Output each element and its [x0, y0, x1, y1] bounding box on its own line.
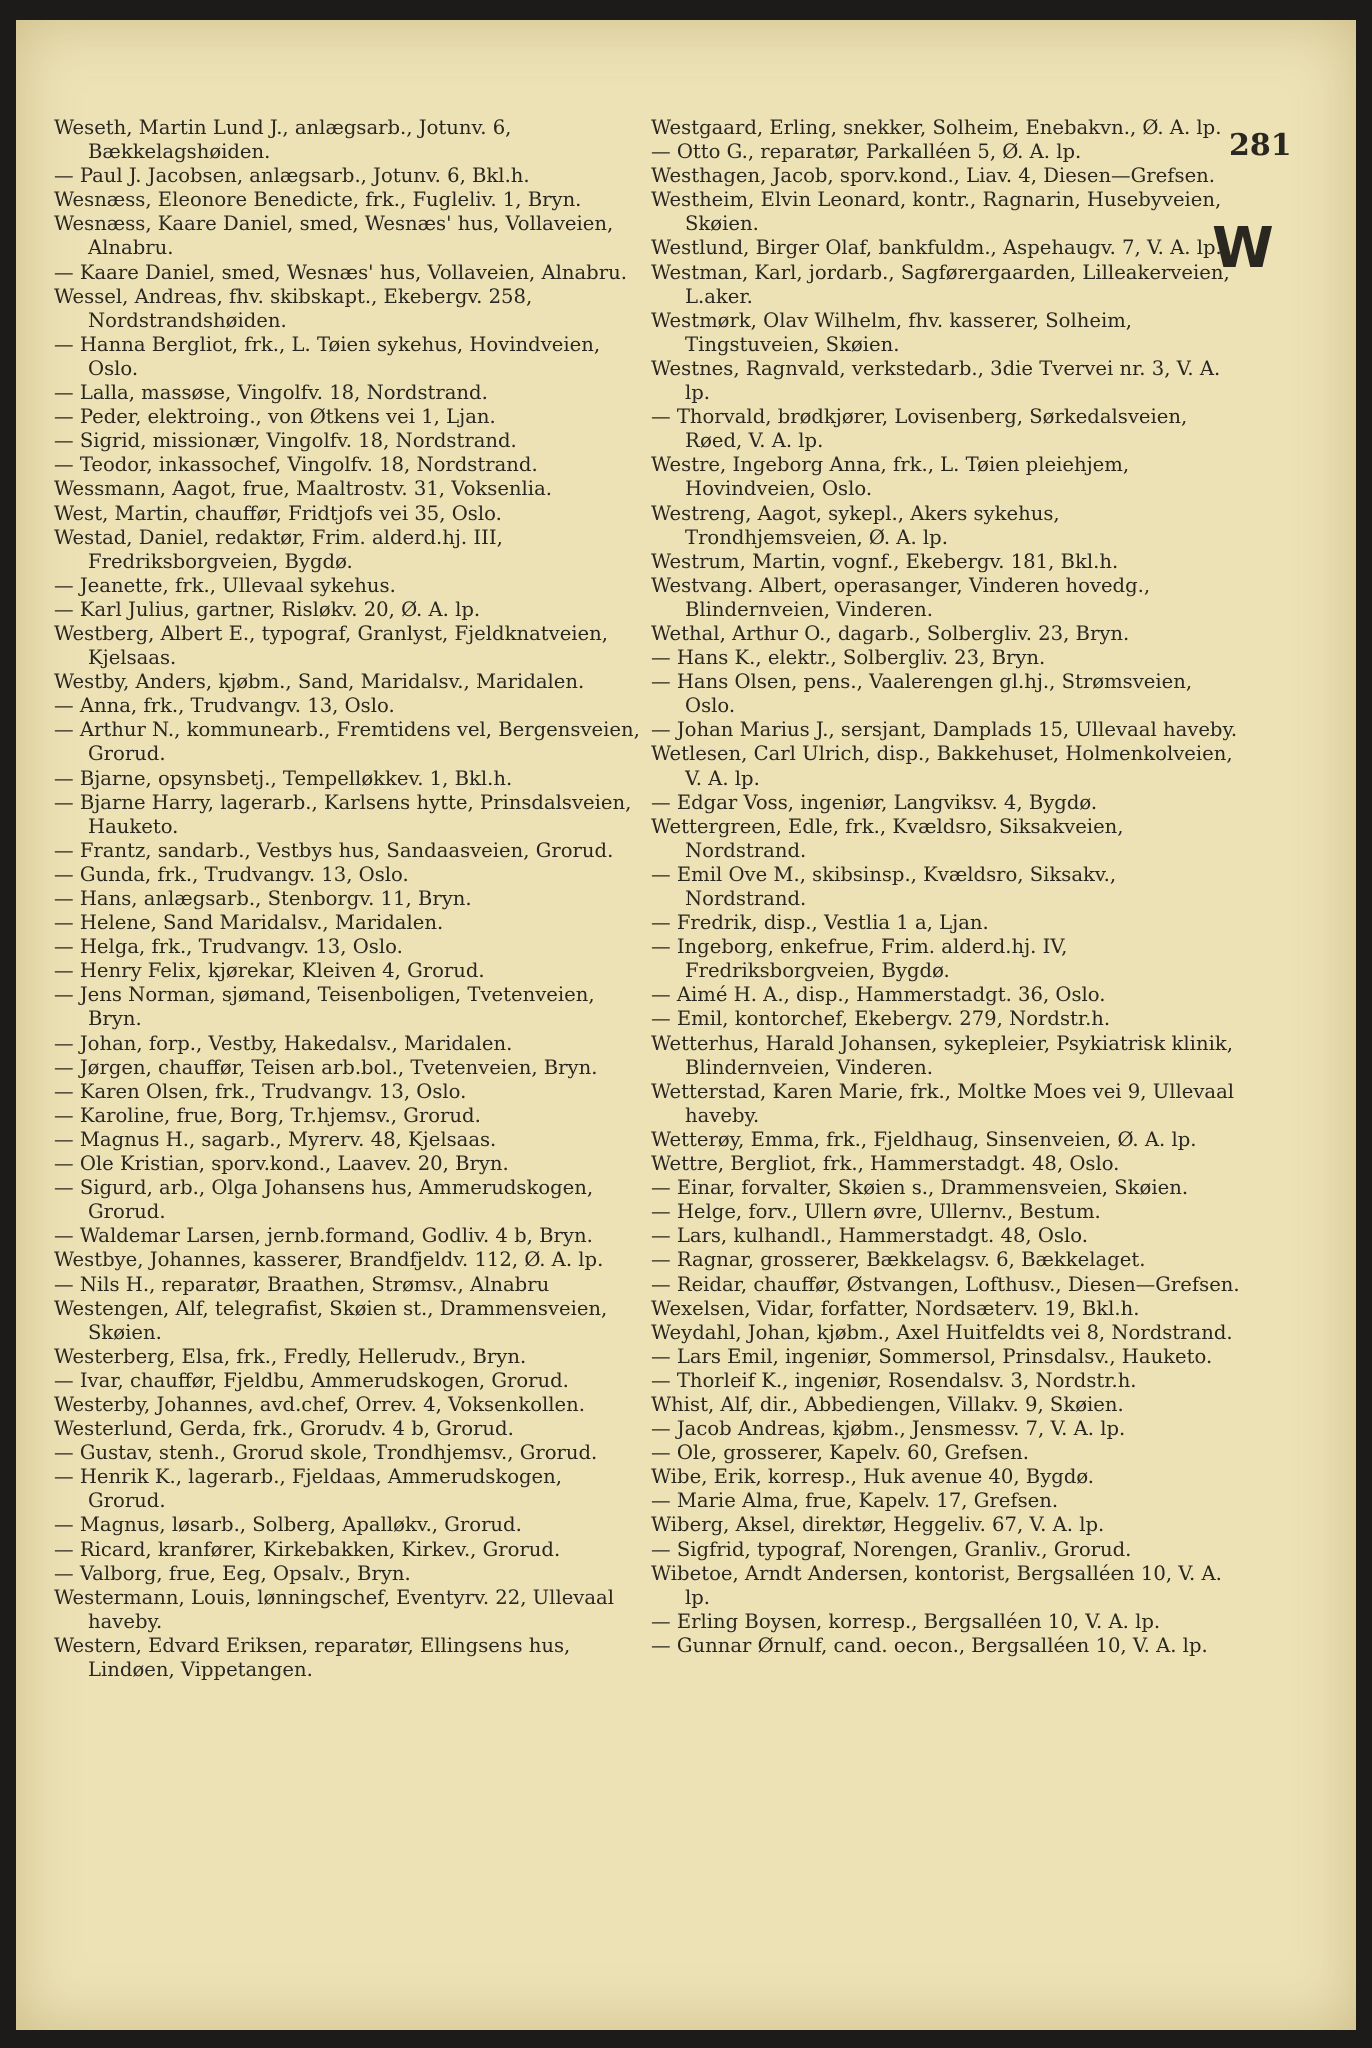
directory-entry: — Nils H., reparatør, Braathen, Strømsv., Alnabru [54, 1272, 550, 1296]
directory-entry: — Hans, anlægsarb., Stenborgv. 11, Bryn. [54, 887, 472, 910]
directory-entry: Westhagen, Jacob, sporv.kond., Liav. 4, Diesen—Grefsen. [651, 164, 1216, 188]
directory-entry: Wetterstad, Karen Marie, frk., Moltke Moes vei 9, Ullevaal haveby. [651, 1079, 1235, 1127]
directory-entry: — Aimé H. A., disp., Hammerstadgt. 36, Oslo. [651, 983, 1106, 1007]
directory-entry: Westnes, Ragnvald, verkstedarb., 3die Tvervei nr. 3, V. A. lp. [651, 356, 1221, 405]
directory-entry: Wiberg, Aksel, direktør, Heggeliv. 67, V. A. lp. [651, 1513, 1105, 1537]
directory-entry: — Sigfrid, typograf, Norengen, Granliv., Grorud. [651, 1537, 1132, 1561]
directory-page [16, 20, 1356, 2030]
directory-entry: — Helge, forv., Ullern øvre, Ullernv., Bestum. [651, 1200, 1101, 1224]
directory-entry: Westengen, Alf, telegrafist, Skøien st., Drammensveien, Skøien. [54, 1296, 608, 1344]
directory-entry: — Hans K., elektr., Solbergliv. 23, Bryn. [651, 646, 1046, 670]
directory-entry: Westlund, Birger Olaf, bankfuldm., Aspehaugv. 7, V. A. lp. [651, 236, 1222, 260]
directory-entry: Wibetoe, Arndt Andersen, kontorist, Bergsalléen 10, V. A. lp. [651, 1561, 1222, 1609]
directory-entry: Wibe, Erik, korresp., Huk avenue 40, Bygdø. [651, 1465, 1095, 1489]
page-number: 281 [1229, 128, 1292, 163]
directory-entry: — Erling Boysen, korresp., Bergsalléen 10, V. A. lp. [651, 1609, 1161, 1633]
directory-entry: — Emil Ove M., skibsinsp., Kvældsro, Siksakv., Nordstrand. [651, 862, 1117, 910]
directory-entry: — Hanna Bergliot, frk., L. Tøien sykehus, Hovindveien, Oslo. [54, 332, 601, 380]
directory-entry: Wettre, Bergliot, frk., Hammerstadgt. 48, Oslo. [651, 1152, 1120, 1176]
directory-entry: Westberg, Albert E., typograf, Granlyst, Fjeldknatveien, Kjelsaas. [54, 621, 609, 670]
directory-entry: — Arthur N., kommunearb., Fremtidens vel, Bergensveien, Grorud. [54, 718, 640, 766]
directory-entry: Wesnæss, Eleonore Benedicte, frk., Fugleliv. 1, Bryn. [54, 188, 582, 212]
directory-entry: Wexelsen, Vidar, forfatter, Nordsæterv. 19, Bkl.h. [651, 1296, 1140, 1320]
directory-entry: West, Martin, chauffør, Fridtjofs vei 35, Oslo. [54, 501, 502, 525]
directory-entry: — Henry Felix, kjørekar, Kleiven 4, Grorud. [54, 959, 485, 983]
directory-entry: — Thorleif K., ingeniør, Rosendalsv. 3, Nordstr.h. [651, 1368, 1137, 1392]
left-column [54, 116, 643, 1682]
directory-entry: Westmørk, Olav Wilhelm, fhv. kasserer, Solheim, Tingstuveien, Skøien. [651, 308, 1133, 356]
directory-entry: Westerlund, Gerda, frk., Grorudv. 4 b, Grorud. [54, 1417, 514, 1441]
directory-entry: Wethal, Arthur O., dagarb., Solbergliv. 23, Bryn. [651, 621, 1130, 645]
directory-entry: — Johan Marius J., sersjant, Damplads 15, Ullevaal haveby. [651, 718, 1238, 742]
directory-entry: — Henrik K., lagerarb., Fjeldaas, Ammerudskogen, Grorud. [54, 1465, 563, 1513]
directory-entry: Westerberg, Elsa, frk., Fredly, Hellerudv., Bryn. [54, 1344, 527, 1368]
directory-entry: — Karoline, frue, Borg, Tr.hjemsv., Grorud. [54, 1103, 481, 1127]
directory-entry: — Lars Emil, ingeniør, Sommersol, Prinsdalsv., Hauketo. [651, 1344, 1213, 1368]
section-letter: W [1212, 216, 1274, 281]
directory-entry: Westrum, Martin, vognf., Ekebergv. 181, Bkl.h. [651, 549, 1119, 573]
directory-entry: — Karen Olsen, frk., Trudvangv. 13, Oslo. [54, 1079, 467, 1103]
directory-entry: Westgaard, Erling, snekker, Solheim, Enebakvn., Ø. A. lp. [651, 116, 1222, 139]
directory-entry: Westvang. Albert, operasanger, Vinderen hovedg., Blindernveien, Vinderen. [651, 573, 1151, 621]
directory-entry: Wettergreen, Edle, frk., Kvældsro, Siksakveien, Nordstrand. [651, 814, 1124, 862]
directory-entry: — Thorvald, brødkjører, Lovisenberg, Sørkedalsveien, Røed, V. A. lp. [651, 405, 1188, 453]
directory-entry: Westerby, Johannes, avd.chef, Orrev. 4, Voksenkollen. [54, 1392, 585, 1416]
directory-entry: — Jacob Andreas, kjøbm., Jensmessv. 7, V. A. lp. [651, 1417, 1126, 1441]
directory-entry: — Johan, forp., Vestby, Hakedalsv., Maridalen. [54, 1031, 513, 1055]
directory-entry: Westermann, Louis, lønningschef, Eventyrv. 22, Ullevaal haveby. [54, 1585, 614, 1633]
directory-entry: — Lalla, massøse, Vingolfv. 18, Nordstrand. [54, 381, 488, 405]
directory-entry: — Kaare Daniel, smed, Wesnæs' hus, Vollaveien, Alnabru. [54, 260, 627, 284]
directory-entry: — Gustav, stenh., Grorud skole, Trondhjemsv., Grorud. [54, 1441, 598, 1465]
directory-entry: — Sigurd, arb., Olga Johansens hus, Ammerudskogen, Grorud. [54, 1176, 594, 1224]
directory-entry: — Edgar Voss, ingeniør, Langviksv. 4, Bygdø. [651, 790, 1098, 814]
directory-entry: — Lars, kulhandl., Hammerstadgt. 48, Oslo. [651, 1224, 1088, 1248]
directory-entry: Westheim, Elvin Leonard, kontr., Ragnarin, Husebyveien, Skøien. [651, 188, 1222, 236]
directory-entry: — Sigrid, missionær, Vingolfv. 18, Nordstrand. [54, 429, 517, 453]
directory-entry: — Gunnar Ørnulf, cand. oecon., Bergsalléen 10, V. A. lp. [651, 1633, 1208, 1657]
directory-entry: — Frantz, sandarb., Vestbys hus, Sandaasveien, Grorud. [54, 838, 614, 862]
directory-entry: Wessmann, Aagot, frue, Maaltrostv. 31, Voksenlia. [54, 477, 552, 501]
directory-entry: — Jørgen, chauffør, Teisen arb.bol., Tvetenveien, Bryn. [54, 1055, 598, 1079]
directory-entry: — Marie Alma, frue, Kapelv. 17, Grefsen. [651, 1489, 1059, 1513]
directory-entry: Westbye, Johannes, kasserer, Brandfjeldv. 112, Ø. A. lp. [54, 1248, 604, 1272]
directory-entry: — Fredrik, disp., Vestlia 1 a, Ljan. [651, 911, 989, 935]
directory-entry: — Ole, grosserer, Kapelv. 60, Grefsen. [651, 1441, 1029, 1465]
directory-entry: — Emil, kontorchef, Ekebergv. 279, Nordstr.h. [651, 1007, 1111, 1031]
right-column [651, 116, 1240, 1658]
directory-entry: — Valborg, frue, Eeg, Opsalv., Bryn. [54, 1561, 411, 1585]
directory-entry: — Gunda, frk., Trudvangv. 13, Oslo. [54, 862, 409, 886]
directory-entry: Wetlesen, Carl Ulrich, disp., Bakkehuset, Holmenkolveien, V. A. lp. [651, 742, 1233, 790]
directory-entry: Westre, Ingeborg Anna, frk., L. Tøien pleiehjem, Hovindveien, Oslo. [651, 453, 1130, 501]
directory-entry: — Bjarne Harry, lagerarb., Karlsens hytte, Prinsdalsveien, Hauketo. [54, 790, 632, 838]
directory-entry: — Ingeborg, enkefrue, Frim. alderd.hj. IV, Fredriksborgveien, Bygdø. [651, 935, 1068, 983]
directory-entry: — Ricard, kranfører, Kirkebakken, Kirkev., Grorud. [54, 1537, 561, 1561]
directory-entry: — Waldemar Larsen, jernb.formand, Godliv. 4 b, Bryn. [54, 1224, 593, 1248]
directory-entry: — Paul J. Jacobsen, anlægsarb., Jotunv. 6, Bkl.h. [54, 164, 530, 188]
directory-entry: — Ole Kristian, sporv.kond., Laavev. 20, Bryn. [54, 1152, 509, 1176]
directory-entry: — Magnus H., sagarb., Myrerv. 48, Kjelsaas. [54, 1127, 497, 1151]
directory-entry: — Ragnar, grosserer, Bækkelagsv. 6, Bækkelaget. [651, 1248, 1146, 1272]
directory-entry: Wessel, Andreas, fhv. skibskapt., Ekebergv. 258, Nordstrandshøiden. [54, 284, 533, 332]
directory-entry: — Bjarne, opsynsbetj., Tempelløkkev. 1, Bkl.h. [54, 766, 513, 790]
directory-entry: — Anna, frk., Trudvangv. 13, Oslo. [54, 694, 395, 718]
directory-entry: Wetterøy, Emma, frk., Fjeldhaug, Sinsenveien, Ø. A. lp. [651, 1127, 1197, 1151]
directory-entry: — Peder, elektroing., von Øtkens vei 1, Ljan. [54, 405, 496, 429]
directory-entry: — Karl Julius, gartner, Risløkv. 20, Ø. A. lp. [54, 597, 481, 621]
directory-entry: — Reidar, chauffør, Østvangen, Lofthusv., Diesen—Grefsen. [651, 1272, 1240, 1296]
directory-entry: — Helga, frk., Trudvangv. 13, Oslo. [54, 935, 403, 959]
directory-entry: Westad, Daniel, redaktør, Frim. alderd.hj. III, Fredriksborgveien, Bygdø. [54, 525, 503, 573]
directory-entry: — Otto G., reparatør, Parkalléen 5, Ø. A. lp. [651, 140, 1082, 164]
directory-entry: — Hans Olsen, pens., Vaalerengen gl.hj., Strømsveien, Oslo. [651, 670, 1193, 718]
directory-entry: Westman, Karl, jordarb., Sagførergaarden, Lilleakerveien, L.aker. [651, 260, 1230, 308]
directory-entry: — Einar, forvalter, Skøien s., Drammensveien, Skøien. [651, 1176, 1189, 1200]
directory-entry: Wesnæss, Kaare Daniel, smed, Wesnæs' hus, Vollaveien, Alnabru. [54, 212, 614, 260]
directory-entry: Weseth, Martin Lund J., anlægsarb., Jotunv. 6, Bækkelagshøiden. [54, 116, 512, 164]
directory-entry: Western, Edvard Eriksen, reparatør, Ellingsens hus, Lindøen, Vippetangen. [54, 1633, 571, 1681]
directory-entry: Westreng, Aagot, sykepl., Akers sykehus, Trondhjemsveien, Ø. A. lp. [651, 501, 1060, 549]
directory-entry: Weydahl, Johan, kjøbm., Axel Huitfeldts vei 8, Nordstrand. [651, 1320, 1233, 1344]
directory-entry: Wetterhus, Harald Johansen, sykepleier, Psykiatrisk klinik, Blindernveien, Vinderen. [651, 1031, 1233, 1079]
directory-entry: — Jeanette, frk., Ullevaal sykehus. [54, 573, 396, 597]
directory-entry: — Helene, Sand Maridalsv., Maridalen. [54, 911, 444, 935]
directory-entry: Whist, Alf, dir., Abbediengen, Villakv. 9, Skøien. [651, 1392, 1124, 1416]
directory-entry: — Ivar, chauffør, Fjeldbu, Ammerudskogen, Grorud. [54, 1368, 569, 1392]
directory-entry: — Teodor, inkassochef, Vingolfv. 18, Nordstrand. [54, 453, 538, 477]
directory-entry: Westby, Anders, kjøbm., Sand, Maridalsv., Maridalen. [54, 670, 585, 694]
directory-entry: — Jens Norman, sjømand, Teisenboligen, Tvetenveien, Bryn. [54, 983, 595, 1031]
directory-entry: — Magnus, løsarb., Solberg, Apalløkv., Grorud. [54, 1513, 522, 1537]
